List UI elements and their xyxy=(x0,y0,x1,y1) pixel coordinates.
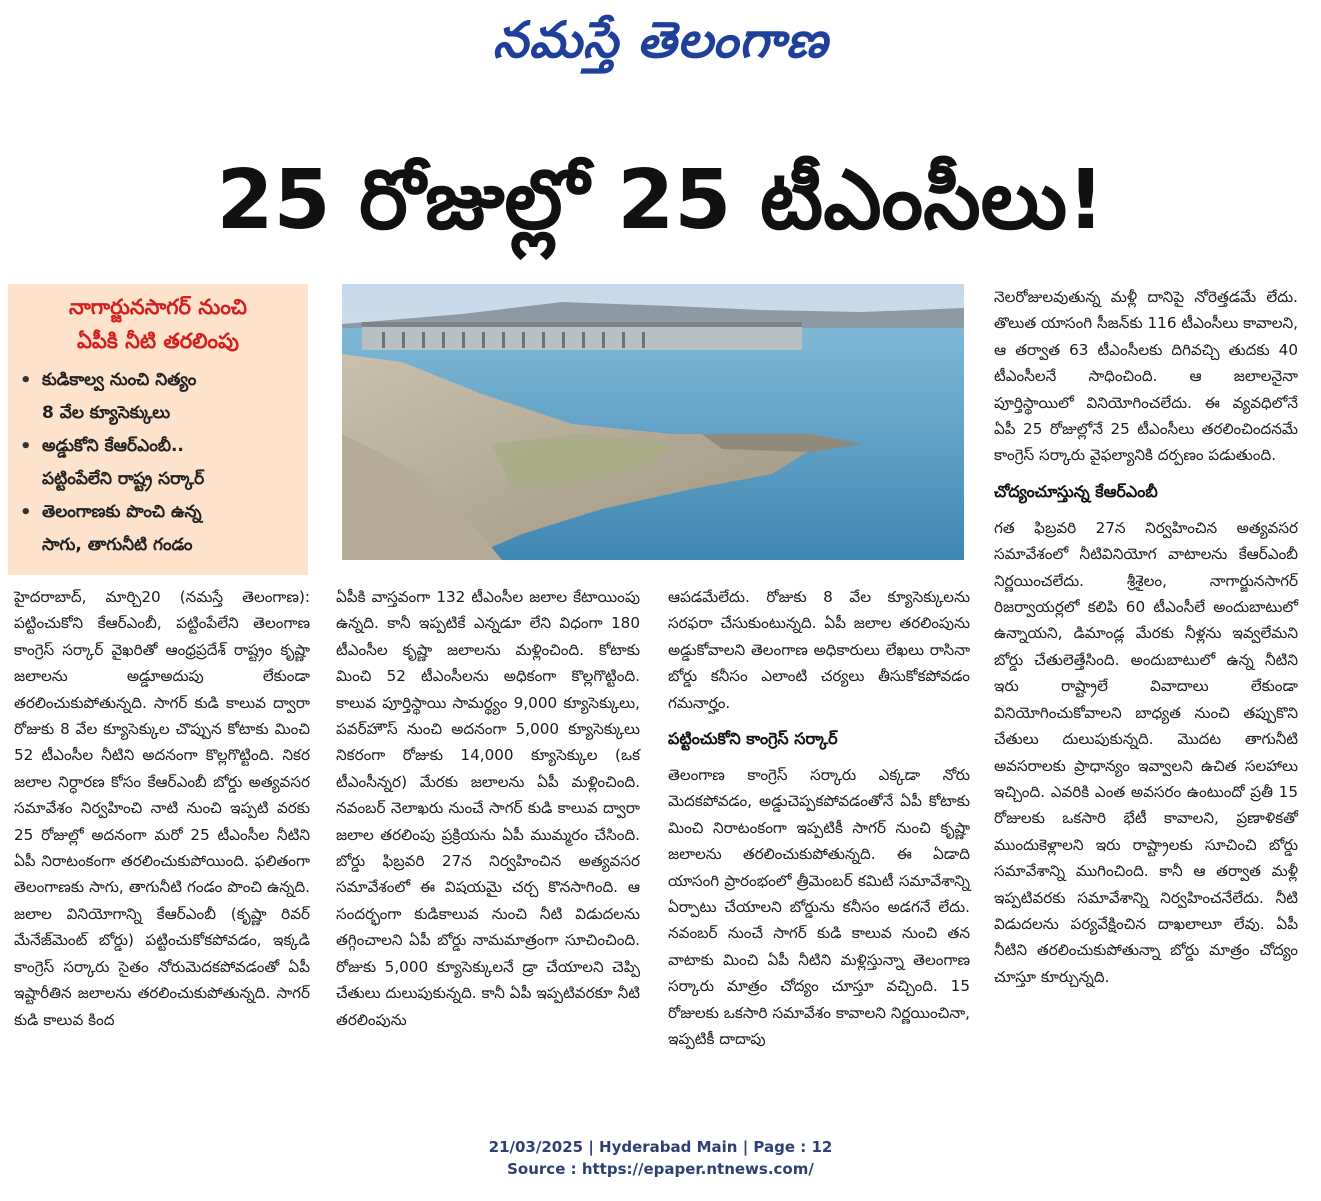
bullet-icon: • xyxy=(20,436,32,457)
bullet-icon: • xyxy=(20,502,32,523)
paragraph: తెలంగాణ కాంగ్రెస్ సర్కారు ఎక్కడా నోరు మెదకపోవడం, అడ్డుచెప్పకపోవడంతోనే ఏపీ కోటాకు మించి నిరాటంకంగా ఇప్పటికీ సాగర్ నుంచి కృష్ణా జలాలను తరలించుకుపోతున్నది. ఈ ఏడాది యాసంగి ప్రారంభంలో త్రీమెంబర్ కమిటీ సమావేశాన్ని ఏర్పాటు చేయాలని బోర్డును కనీసం అడగనే లేదు. నవంబర్ నుంచే సాగర్ కుడి కాలువ నుంచి తన వాటాకు మించి ఏపీ నీటిని మళ్లిస్తున్నా తెలంగాణ సర్కారు మాత్రం చోద్యం చూస్తూ వచ్చింది. 15 రోజులకు ఒకసారి సమావేశం కావాలని నిర్ణయించినా, ఇప్పటికీ దాదాపు xyxy=(668,766,970,1049)
highlight-line: కుడికాల్వ నుంచి నిత్యం xyxy=(42,370,197,390)
article-column-3 xyxy=(668,584,970,1053)
footer xyxy=(0,1136,1321,1180)
footer-date-line: 21/03/2025 | Hyderabad Main | Page : 12 xyxy=(488,1138,833,1156)
highlight-item xyxy=(20,496,308,562)
highlight-line: పట్టింపేలేని రాష్ట్ర సర్కార్ xyxy=(42,469,205,489)
dam-photo xyxy=(342,284,964,560)
highlights-title-line1: నాగార్జునసాగర్ నుంచి xyxy=(68,295,248,319)
highlight-item xyxy=(20,364,308,430)
highlight-line: తెలంగాణకు పొంచి ఉన్న xyxy=(42,502,202,522)
article-column-1 xyxy=(14,584,310,1033)
paragraph: గత ఫిబ్రవరి 27న నిర్వహించిన అత్యవసర సమావేశంలో నీటివినియోగ వాటాలను కేఆర్ఎంబీ నిర్ణయించలేదు. శ్రీశైలం, నాగార్జునసాగర్ రిజర్వాయర్లలో కలిపి 60 టీఎంసీలే అందుబాటులో ఉన్నాయని, డిమాండ్ల మేరకు నీళ్లను ఇవ్వలేమని బోర్డు చేతులెత్తేసింది. అందుబాటులో ఉన్న నీటిని ఇరు రాష్ట్రాలే వివాదాలు లేకుండా వినియోగించుకోవాలని బాధ్యత నుంచి తప్పుకొని చేతులు దులుపుకున్నది. మొదట తాగునీటి అవసరాలకు ప్రాధాన్యం ఇవ్వాలని ఉచిత సలహాలు ఇచ్చింది. ఎవరికి ఎంత అవసరం ఉంటుందో ప్రతీ 15 రోజులకు ఒకసారి భేటీ కావాలని, ప్రణాళికతో ముందుకెళ్లాలని ఇరు రాష్ట్రాలకు సూచించి బోర్డు సమావేశాన్ని ముగించింది. కానీ ఆ తర్వాత మళ్లీ ఇప్పటివరకు సమావేశాన్ని నిర్వహించనేలేదు. నీటి విడుదలను పర్యవేక్షించిన దాఖలాలూ లేవు. ఏపీ నీటిని తరలించుకుపోతున్నా బోర్డు మాత్రం చోద్యం చూస్తూ కూర్చున్నది. xyxy=(994,518,1298,986)
headline: 25 రోజుల్లో 25 టీఎంసీలు! xyxy=(216,153,1105,248)
highlight-line: సాగు, తాగునీటి గండం xyxy=(42,535,193,555)
highlight-line: 8 వేల క్యూసెక్కులు xyxy=(42,403,171,423)
masthead: నమస్తే తెలంగాణ xyxy=(492,10,829,69)
highlights-title-line2: ఏపీకి నీటి తరలింపు xyxy=(76,329,240,353)
subheading: చోద్యంచూస్తున్న కేఆర్ఎంబీ xyxy=(994,481,1158,501)
paragraph: ఏపీకి వాస్తవంగా 132 టీఎంసీల జలాల కేటాయింపు ఉన్నది. కానీ ఇప్పటికే ఎన్నడూ లేని విధంగా 180 టీఎంసీల కృష్ణా జలాలను మళ్లించింది. కోటాకు మించి 52 టీఎంసీలను అధికంగా కొల్లగొట్టింది. కాలువ పూర్తిస్థాయి సామర్థ్యం 9,000 క్యూసెక్కులు, పవర్‌హౌస్ నుంచి అదనంగా 5,000 క్యూసెక్కులు నికరంగా రోజుకు 14,000 క్యూసెక్కుల (ఒక టీఎంసీన్నర) మేరకు జలాలను ఏపీ మళ్లించింది. నవంబర్ నెలాఖరు నుంచే సాగర్ కుడి కాలువ ద్వారా జలాల తరలింపు ప్రక్రియను ఏపీ ముమ్మరం చేసింది. బోర్డు ఫిబ్రవరి 27న నిర్వహించిన అత్యవసర సమావేశంలో ఈ విషయమై చర్చ కొనసాగింది. ఆ సందర్భంగా కుడికాలువ నుంచి నీటి విడుదలను తగ్గించాలని ఏపీ బోర్డు నామమాత్రంగా సూచించింది. రోజుకు 5,000 క్యూసెక్కులనే డ్రా చేయాలని చెప్పి చేతులు దులుపుకున్నది. కానీ ఏపీ ఇప్పటివరకూ నీటి తరలింపును xyxy=(336,588,640,1029)
paragraph: ఆపడమేలేదు. రోజుకు 8 వేల క్యూసెక్కులను సరఫరా చేసుకుంటున్నది. ఏపీ జలాల తరలింపును అడ్డుకోవాలని తెలంగాణ అధికారులు లేఖలు రాసినా బోర్డు కనీసం ఎలాంటి చర్యలు తీసుకోకపోవడం గమనార్హం. xyxy=(668,588,970,712)
highlight-item xyxy=(20,430,308,496)
footer-source-line: Source : https://epaper.ntnews.com/ xyxy=(507,1160,814,1178)
bullet-icon: • xyxy=(20,370,32,391)
highlight-line: అడ్డుకోని కేఆర్ఎంబీ.. xyxy=(42,436,184,456)
highlights-list xyxy=(8,364,308,562)
paragraph: నెలరోజులవుతున్న మళ్లీ దానిపై నోరెత్తడమే లేదు. తొలుత యాసంగి సీజన్‌కు 116 టీఎంసీలు కావాలని, ఆ తర్వాత 63 టీఎంసీలకు దిగివచ్చి తుదకు 40 టీఎంసీలనే సాధించింది. ఆ జలాలనైనా పూర్తిస్థాయిలో వినియోగించలేదు. ఈ వ్యవధిలోనే ఏపీ 25 రోజుల్లోనే 25 టీఎంసీలు తరలించిందనమే కాంగ్రెస్ సర్కారు వైఫల్యానికి దర్పణం పడుతుంది. xyxy=(994,288,1298,465)
article-column-2 xyxy=(336,584,640,1033)
article-column-4 xyxy=(994,284,1298,990)
paragraph: హైదరాబాద్, మార్చి20 (నమస్తే తెలంగాణ): పట్టించుకోని కేఆర్ఎంబీ, పట్టింపేలేని తెలంగాణ కాంగ్రెస్ సర్కార్ వైఖరితో ఆంధ్రప్రదేశ్ రాష్ట్రం కృష్ణా జలాలను అడ్డూఅదుపు లేకుండా తరలించుకుపోతున్నది. సాగర్ కుడి కాలువ ద్వారా రోజుకు 8 వేల క్యూసెక్కుల చొప్పున కోటాకు మించి 52 టీఎంసీల నీటిని అదనంగా కొల్లగొట్టింది. నికర జలాల నిర్ధారణ కోసం కేఆర్ఎంబీ బోర్డు అత్యవసర సమావేశం నిర్వహించి నాటి నుంచి ఇప్పటి వరకు 25 రోజుల్లో అదనంగా మరో 25 టీఎంసీల నీటిని ఏపీ నిరాటంకంగా తరలించుకుపోయింది. ఫలితంగా తెలంగాణకు సాగు, తాగునీటి గండం పొంచి ఉన్నది. జలాల వినియోగాన్ని కేఆర్ఎంబీ (కృష్ణా రివర్ మేనేజ్‌మెంట్ బోర్డు) పట్టించుకోకపోవడం, ఇక్కడి కాంగ్రెస్ సర్కారు సైతం నోరుమెదకపోవడంతో ఏపీ ఇష్టారీతిన జలాలను తరలించుకుపోతున్నది. సాగర్ కుడి కాలువ కింద xyxy=(14,588,310,1029)
subheading: పట్టించుకోని కాంగ్రెస్ సర్కార్ xyxy=(668,729,838,749)
highlights-box xyxy=(8,284,308,575)
highlights-title xyxy=(8,290,308,358)
